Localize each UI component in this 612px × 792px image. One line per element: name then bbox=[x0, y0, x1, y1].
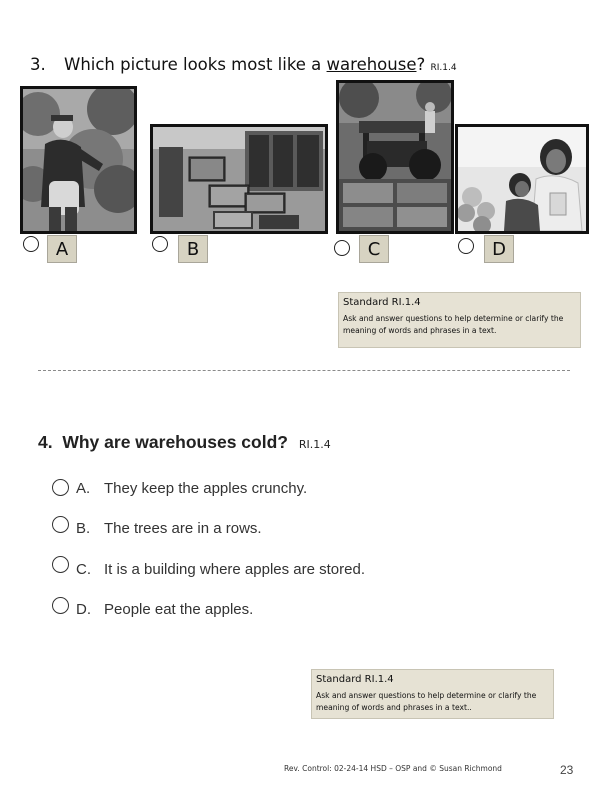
option-c[interactable] bbox=[76, 561, 365, 578]
radio-choice-a[interactable] bbox=[23, 236, 39, 252]
radio-option-b[interactable] bbox=[52, 516, 69, 533]
question-4-number: 4. bbox=[38, 432, 53, 452]
option-b[interactable] bbox=[76, 520, 262, 537]
question-3-heading bbox=[30, 55, 457, 74]
page-number: 23 bbox=[560, 763, 574, 777]
photo-c-tractor bbox=[336, 80, 454, 234]
question-4-standard-box bbox=[311, 669, 554, 719]
question-3-standard-box bbox=[338, 292, 581, 348]
option-a-letter: A. bbox=[76, 480, 91, 497]
radio-option-a[interactable] bbox=[52, 479, 69, 496]
photo-d-market bbox=[455, 124, 589, 234]
market-shopping-photo bbox=[458, 127, 586, 231]
radio-option-c[interactable] bbox=[52, 556, 69, 573]
question-3-text-after: ? bbox=[416, 55, 426, 74]
radio-option-d[interactable] bbox=[52, 597, 69, 614]
section-divider bbox=[38, 370, 570, 371]
question-3-number: 3. bbox=[30, 55, 46, 74]
footer-text: Rev. Control: 02-24-14 HSD – OSP and © Susan Richmond bbox=[284, 764, 502, 773]
choice-c-label: C bbox=[359, 235, 389, 263]
option-b-letter: B. bbox=[76, 520, 91, 537]
choice-b-label: B bbox=[178, 235, 208, 263]
option-c-letter: C. bbox=[76, 561, 91, 578]
question-3-standard-body: Ask and answer questions to help determine or clarify the meaning of words and phrases in a text. bbox=[343, 314, 564, 335]
choice-d-label: D bbox=[484, 235, 514, 263]
choice-a-label: A bbox=[47, 235, 77, 263]
option-a-text: They keep the apples crunchy. bbox=[104, 480, 308, 497]
option-d-text: People eat the apples. bbox=[104, 601, 254, 618]
question-4-standard-tag: RI.1.4 bbox=[298, 438, 331, 451]
option-d[interactable] bbox=[76, 601, 253, 618]
option-a[interactable] bbox=[76, 480, 307, 497]
question-3-text-before: Which picture looks most like a bbox=[64, 55, 327, 74]
question-4-standard-title: Standard RI.1.4 bbox=[316, 674, 394, 685]
radio-choice-d[interactable] bbox=[458, 238, 474, 254]
radio-choice-b[interactable] bbox=[152, 236, 168, 252]
question-3-standard-tag: RI.1.4 bbox=[430, 63, 457, 73]
warehouse-crates-photo bbox=[153, 127, 325, 231]
photo-b-warehouse bbox=[150, 124, 328, 234]
tractor-apple-bins-photo bbox=[339, 83, 451, 231]
question-3-underlined-word: warehouse bbox=[326, 55, 417, 74]
radio-choice-c[interactable] bbox=[334, 240, 350, 256]
option-b-text: The trees are in a rows. bbox=[104, 520, 262, 537]
question-4-text: Why are warehouses cold? bbox=[62, 432, 288, 452]
question-4-heading bbox=[38, 432, 331, 453]
apple-picker-photo bbox=[23, 89, 134, 231]
question-3-standard-title: Standard RI.1.4 bbox=[343, 297, 421, 308]
option-d-letter: D. bbox=[76, 601, 91, 618]
option-c-text: It is a building where apples are stored. bbox=[104, 561, 365, 578]
question-4-standard-body: Ask and answer questions to help determine or clarify the meaning of words and phrases in a text.. bbox=[316, 691, 537, 712]
photo-a-apple-picker bbox=[20, 86, 137, 234]
